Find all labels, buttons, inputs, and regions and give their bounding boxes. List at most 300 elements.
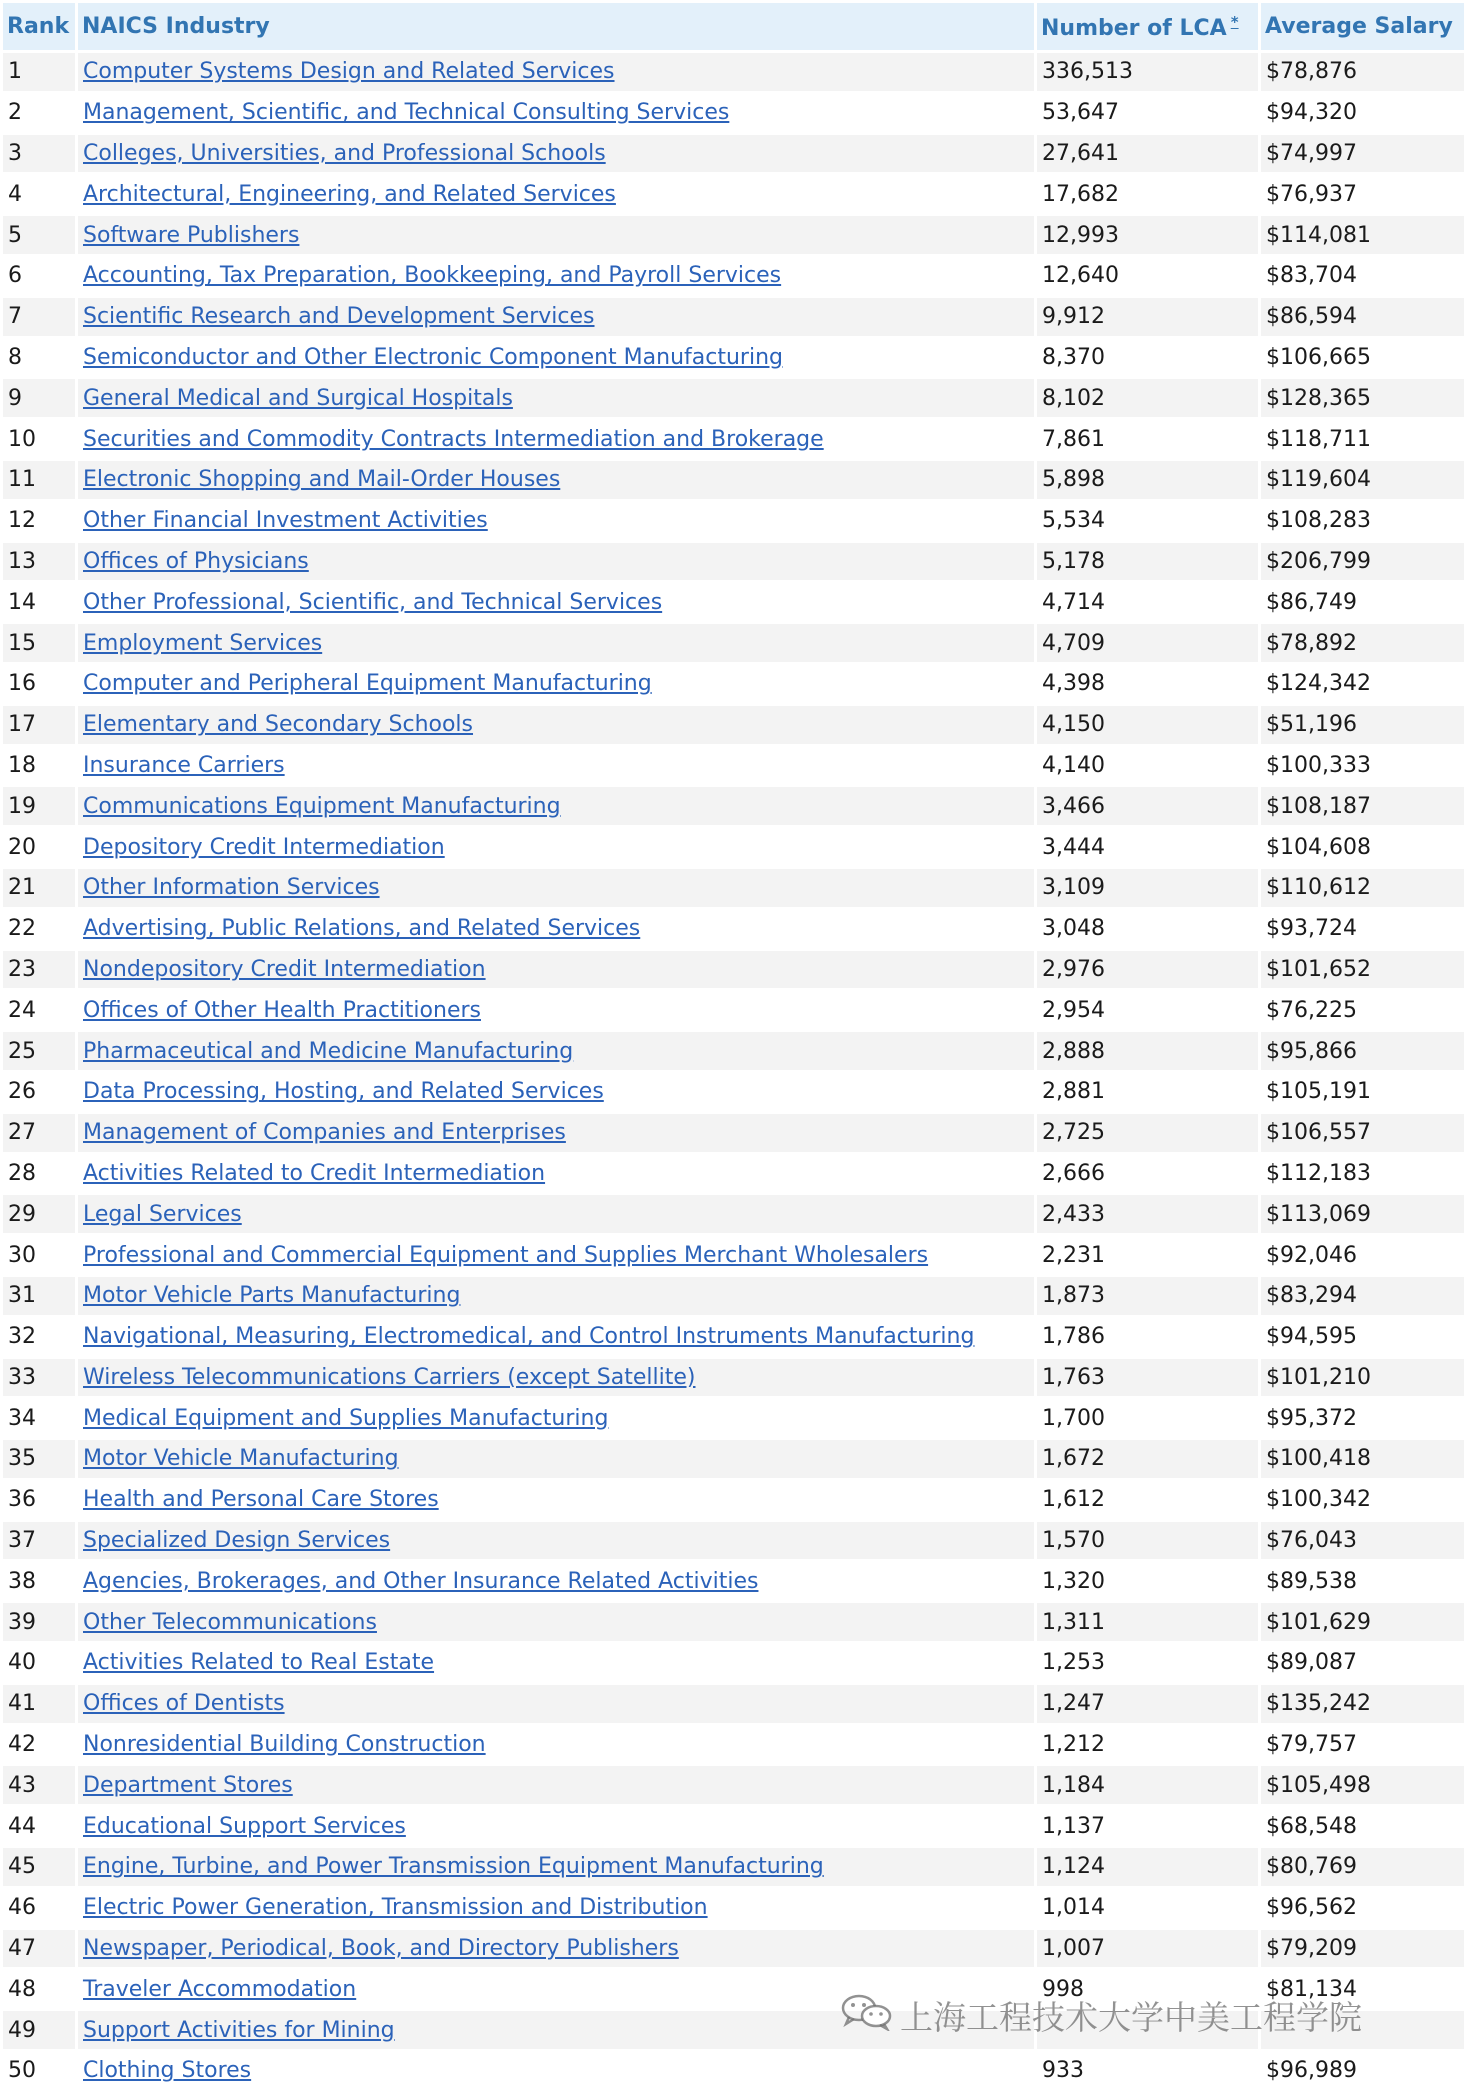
industry-cell	[78, 1399, 1034, 1437]
industry-link[interactable]: Legal Services	[83, 1201, 242, 1227]
rank-cell: 15	[3, 624, 75, 662]
rank-cell: 29	[3, 1195, 75, 1233]
rank-cell: 22	[8, 916, 36, 942]
salary-cell: $110,612	[1261, 869, 1464, 907]
industry-link[interactable]: Computer and Peripheral Equipment Manufacturing	[83, 671, 652, 697]
rank-cell: 3	[3, 135, 75, 173]
industry-cell	[78, 1114, 1034, 1152]
salary-cell: $113,069	[1261, 1195, 1464, 1233]
industry-cell	[78, 2052, 1034, 2090]
table-row	[3, 1155, 1464, 1193]
industry-link[interactable]: Activities Related to Credit Intermediation	[83, 1160, 546, 1186]
table-row	[3, 2052, 1464, 2090]
salary-cell: $119,604	[1261, 461, 1464, 499]
table-row	[3, 135, 1464, 173]
rank-cell: 5	[3, 216, 75, 254]
industry-link[interactable]: Computer Systems Design and Related Services	[83, 59, 615, 85]
industry-cell	[78, 257, 1034, 295]
lca-count-cell: 1,014	[1042, 1895, 1105, 1921]
table-row	[3, 1562, 1464, 1600]
salary-cell: $128,365	[1261, 379, 1464, 417]
salary-cell: $101,210	[1261, 1359, 1464, 1397]
lca-count-cell: 3,466	[1037, 787, 1258, 825]
lca-count-cell: 3,109	[1037, 869, 1258, 907]
table-row	[3, 1644, 1464, 1682]
salary-cell: $51,196	[1261, 706, 1464, 744]
industry-link[interactable]: Management of Companies and Enterprises	[83, 1120, 566, 1146]
industry-cell	[78, 53, 1034, 91]
salary-cell: $89,538	[1266, 1568, 1357, 1594]
salary-cell: $86,749	[1266, 589, 1357, 615]
table-header-row	[3, 3, 1464, 50]
industry-link[interactable]: Specialized Design Services	[83, 1528, 391, 1554]
lca-count-cell: 2,976	[1037, 951, 1258, 989]
industry-link[interactable]: Newspaper, Periodical, Book, and Directory Publishers	[83, 1936, 679, 1962]
industry-cell	[78, 1481, 1034, 1519]
rank-cell: 14	[8, 589, 36, 615]
industry-link[interactable]: Offices of Physicians	[83, 548, 309, 574]
table-row	[3, 1236, 1464, 1274]
lca-count-cell: 933	[1042, 2058, 1084, 2084]
salary-cell: $80,769	[1261, 1848, 1464, 1886]
lca-count-cell: 998	[1042, 1976, 1084, 2002]
table-row	[3, 624, 1464, 662]
table-row	[3, 1522, 1464, 1560]
rank-cell: 48	[8, 1976, 36, 2002]
table-row	[3, 1440, 1464, 1478]
table-row	[3, 257, 1464, 295]
industry-cell	[78, 624, 1034, 662]
industry-link[interactable]: Department Stores	[83, 1772, 293, 1798]
lca-count-cell: 7,861	[1042, 426, 1105, 452]
industry-link[interactable]: Employment Services	[83, 630, 323, 656]
industry-link[interactable]: Pharmaceutical and Medicine Manufacturing	[83, 1038, 574, 1064]
industry-link[interactable]: Architectural, Engineering, and Related Services	[83, 181, 616, 207]
lca-count-cell: 2,666	[1042, 1160, 1105, 1186]
salary-cell: $108,187	[1261, 787, 1464, 825]
industry-link[interactable]: Software Publishers	[83, 222, 300, 248]
industry-cell	[78, 665, 1034, 703]
lca-count-cell: 1,184	[1037, 1766, 1258, 1804]
rank-cell: 36	[8, 1487, 36, 1513]
salary-cell: $105,498	[1261, 1766, 1464, 1804]
salary-cell: $83,704	[1266, 263, 1357, 289]
industry-link[interactable]: Other Professional, Scientific, and Technical Services	[83, 589, 663, 615]
industry-cell	[78, 1155, 1034, 1193]
table-row	[3, 1359, 1464, 1397]
lca-count-cell: 1,612	[1042, 1487, 1105, 1513]
industry-link[interactable]: Nonresidential Building Construction	[83, 1732, 486, 1758]
lca-count-cell: 12,993	[1037, 216, 1258, 254]
table-row	[3, 1032, 1464, 1070]
table-row	[3, 339, 1464, 377]
rank-cell: 18	[8, 752, 36, 778]
rank-cell: 28	[8, 1160, 36, 1186]
rank-cell: 44	[8, 1813, 36, 1839]
industry-link[interactable]: Offices of Other Health Practitioners	[83, 997, 481, 1023]
table-row	[3, 175, 1464, 213]
rank-cell: 17	[3, 706, 75, 744]
industry-link[interactable]: Support Activities for Mining	[83, 2017, 395, 2043]
industry-cell	[78, 951, 1034, 989]
wechat-icon	[840, 1993, 894, 2039]
lca-count-cell: 336,513	[1037, 53, 1258, 91]
lca-count-cell: 4,714	[1042, 589, 1105, 615]
salary-cell: $104,608	[1266, 834, 1371, 860]
industry-link[interactable]: Securities and Commodity Contracts Intermediation and Brokerage	[83, 426, 824, 452]
industry-link[interactable]: Activities Related to Real Estate	[83, 1650, 435, 1676]
lca-count-cell: 2,954	[1042, 997, 1105, 1023]
lca-count-cell: 53,647	[1042, 100, 1119, 126]
salary-cell: $76,225	[1266, 997, 1357, 1023]
rank-cell: 20	[8, 834, 36, 860]
industry-cell	[78, 1236, 1034, 1274]
industry-link[interactable]: Advertising, Public Relations, and Related Services	[83, 916, 641, 942]
rank-cell: 11	[3, 461, 75, 499]
table-row	[3, 1848, 1464, 1886]
rank-cell: 16	[8, 671, 36, 697]
lca-count-cell: 1,007	[1037, 1930, 1258, 1968]
lca-count-cell: 1,253	[1042, 1650, 1105, 1676]
industry-cell	[78, 461, 1034, 499]
lca-count-cell: 2,231	[1042, 1242, 1105, 1268]
table-row	[3, 869, 1464, 907]
table-row	[3, 1685, 1464, 1723]
salary-cell: $206,799	[1261, 543, 1464, 581]
rank-cell: 41	[3, 1685, 75, 1723]
industry-link[interactable]: Nondepository Credit Intermediation	[83, 956, 486, 982]
salary-cell: $124,342	[1266, 671, 1371, 697]
salary-cell: $114,081	[1261, 216, 1464, 254]
industry-cell	[78, 1848, 1034, 1886]
rank-cell: 46	[8, 1895, 36, 1921]
salary-cell: $101,652	[1261, 951, 1464, 989]
table-row	[3, 828, 1464, 866]
rank-cell: 45	[3, 1848, 75, 1886]
table-row	[3, 665, 1464, 703]
lca-count-cell: 2,881	[1042, 1079, 1105, 1105]
lca-count-cell: 1,311	[1037, 1603, 1258, 1641]
table-row	[3, 1930, 1464, 1968]
salary-cell: $86,594	[1261, 298, 1464, 336]
lca-count-cell: 2,725	[1037, 1114, 1258, 1152]
lca-count-cell: 27,641	[1037, 135, 1258, 173]
industry-link[interactable]: Other Telecommunications	[83, 1609, 377, 1635]
lca-count-cell: 1,212	[1042, 1732, 1105, 1758]
watermark	[840, 1992, 1362, 2039]
rank-cell: 37	[3, 1522, 75, 1560]
lca-header-label: Number of LCA	[1041, 15, 1227, 41]
industry-link[interactable]: Offices of Dentists	[83, 1691, 285, 1717]
lca-count-cell: 1,124	[1037, 1848, 1258, 1886]
industry-link[interactable]: Depository Credit Intermediation	[83, 834, 445, 860]
industry-cell	[78, 991, 1034, 1029]
rank-cell: 35	[3, 1440, 75, 1478]
table-row	[3, 910, 1464, 948]
salary-cell: $106,665	[1266, 344, 1371, 370]
lca-count-cell: 1,672	[1037, 1440, 1258, 1478]
salary-cell: $74,997	[1261, 135, 1464, 173]
salary-cell: $135,242	[1261, 1685, 1464, 1723]
salary-cell: $78,892	[1261, 624, 1464, 662]
lca-count-cell: 1,570	[1037, 1522, 1258, 1560]
salary-cell: $94,320	[1266, 100, 1357, 126]
industry-link[interactable]: Electric Power Generation, Transmission and Distribution	[83, 1895, 708, 1921]
table-row	[3, 1195, 1464, 1233]
industry-link[interactable]: Medical Equipment and Supplies Manufacturing	[83, 1405, 609, 1431]
rank-cell: 23	[3, 951, 75, 989]
industry-cell	[78, 828, 1034, 866]
industry-cell	[78, 175, 1034, 213]
salary-cell: $79,757	[1266, 1732, 1357, 1758]
rank-cell: 47	[3, 1930, 75, 1968]
rank-cell: 43	[3, 1766, 75, 1804]
rank-cell: 42	[8, 1732, 36, 1758]
table-row	[3, 543, 1464, 581]
industry-cell	[78, 869, 1034, 907]
table-row	[3, 298, 1464, 336]
salary-cell: $106,557	[1261, 1114, 1464, 1152]
salary-cell: $112,183	[1266, 1160, 1371, 1186]
industry-cell	[78, 135, 1034, 173]
rank-cell: 12	[8, 508, 36, 534]
industry-link[interactable]: Communications Equipment Manufacturing	[83, 793, 561, 819]
salary-cell: $101,629	[1261, 1603, 1464, 1641]
lca-count-cell: 9,912	[1037, 298, 1258, 336]
lca-count-cell: 4,150	[1037, 706, 1258, 744]
industry-link[interactable]: Semiconductor and Other Electronic Component Manufacturing	[83, 344, 783, 370]
lca-count-cell: 2,433	[1037, 1195, 1258, 1233]
industry-cell	[78, 583, 1034, 621]
table-row	[3, 1603, 1464, 1641]
salary-cell: $78,876	[1261, 53, 1464, 91]
industry-link[interactable]: Motor Vehicle Manufacturing	[83, 1446, 399, 1472]
lca-count-cell: 1,137	[1042, 1813, 1105, 1839]
rank-cell: 1	[3, 53, 75, 91]
salary-cell: $96,989	[1266, 2058, 1357, 2084]
industry-link[interactable]: Colleges, Universities, and Professional Schools	[83, 140, 606, 166]
table-row	[3, 747, 1464, 785]
rank-cell: 2	[8, 100, 22, 126]
industry-link[interactable]: Electronic Shopping and Mail-Order Houses	[83, 467, 561, 493]
salary-cell: $93,724	[1266, 916, 1357, 942]
industry-cell	[78, 910, 1034, 948]
salary-cell: $76,937	[1266, 181, 1357, 207]
rank-cell: 27	[3, 1114, 75, 1152]
industry-link[interactable]: Motor Vehicle Parts Manufacturing	[83, 1283, 461, 1309]
rank-cell: 31	[3, 1277, 75, 1315]
table-row	[3, 94, 1464, 132]
industry-cell	[78, 1930, 1034, 1968]
industry-cell	[78, 1766, 1034, 1804]
industry-cell	[78, 787, 1034, 825]
industry-cell	[78, 1685, 1034, 1723]
salary-cell: $108,283	[1266, 508, 1371, 534]
industry-link[interactable]: Navigational, Measuring, Electromedical, and Control Instruments Manufacturing	[83, 1324, 975, 1350]
salary-cell: $118,711	[1266, 426, 1371, 452]
industry-cell	[78, 339, 1034, 377]
industry-cell	[78, 502, 1034, 540]
table-row	[3, 1399, 1464, 1437]
industry-link[interactable]: Health and Personal Care Stores	[83, 1487, 439, 1513]
lca-count-cell: 1,320	[1042, 1568, 1105, 1594]
industry-cell	[78, 1318, 1034, 1356]
industry-link[interactable]: Other Financial Investment Activities	[83, 508, 488, 534]
table-row	[3, 583, 1464, 621]
table-row	[3, 53, 1464, 91]
rank-cell: 8	[8, 344, 22, 370]
lca-count-cell: 3,048	[1042, 916, 1105, 942]
industry-cell	[78, 216, 1034, 254]
salary-cell: $100,418	[1261, 1440, 1464, 1478]
industry-link[interactable]: Professional and Commercial Equipment and Supplies Merchant Wholesalers	[83, 1242, 929, 1268]
salary-cell: $105,191	[1266, 1079, 1371, 1105]
industry-cell	[78, 747, 1034, 785]
table-row	[3, 1318, 1464, 1356]
industry-cell	[78, 1889, 1034, 1927]
industry-cell	[78, 1644, 1034, 1682]
salary-cell: $92,046	[1266, 1242, 1357, 1268]
lca-count-cell: 1,700	[1042, 1405, 1105, 1431]
industry-link[interactable]: Other Information Services	[83, 875, 380, 901]
industry-cell	[78, 1195, 1034, 1233]
rank-cell: 4	[8, 181, 22, 207]
salary-cell: $100,333	[1266, 752, 1371, 778]
table-row	[3, 1807, 1464, 1845]
industry-cell	[78, 1277, 1034, 1315]
industry-cell	[78, 1073, 1034, 1111]
rank-cell: 40	[8, 1650, 36, 1676]
industry-cell	[78, 1032, 1034, 1070]
table-row	[3, 1766, 1464, 1804]
industry-link[interactable]: Engine, Turbine, and Power Transmission Equipment Manufacturing	[83, 1854, 824, 1880]
lca-count-cell: 3,444	[1042, 834, 1105, 860]
rank-cell: 7	[3, 298, 75, 336]
rank-cell: 30	[8, 1242, 36, 1268]
rank-cell: 10	[8, 426, 36, 452]
rank-cell: 38	[8, 1568, 36, 1594]
lca-count-cell: 8,102	[1037, 379, 1258, 417]
industry-link[interactable]: Elementary and Secondary Schools	[83, 712, 474, 738]
industry-link[interactable]: Scientific Research and Development Services	[83, 304, 595, 330]
industry-cell	[78, 706, 1034, 744]
rank-cell: 39	[3, 1603, 75, 1641]
rank-cell: 49	[3, 2011, 75, 2049]
rank-cell: 32	[8, 1324, 36, 1350]
industry-cell	[78, 420, 1034, 458]
table-row	[3, 461, 1464, 499]
industry-cell	[78, 543, 1034, 581]
rank-cell: 13	[3, 543, 75, 581]
table-row	[3, 706, 1464, 744]
industry-link[interactable]: Agencies, Brokerages, and Other Insurance Related Activities	[83, 1568, 759, 1594]
lca-count-cell: 2,888	[1037, 1032, 1258, 1070]
salary-cell: $95,866	[1261, 1032, 1464, 1070]
industry-cell	[78, 1562, 1034, 1600]
lca-count-cell: 5,178	[1037, 543, 1258, 581]
table-row	[3, 1073, 1464, 1111]
rank-cell: 34	[8, 1405, 36, 1431]
industry-cell	[78, 94, 1034, 132]
industry-link[interactable]: Wireless Telecommunications Carriers (except Satellite)	[83, 1364, 696, 1390]
sort-indicator-icon[interactable]: *	[1230, 12, 1239, 31]
lca-count-cell: 4,140	[1042, 752, 1105, 778]
lca-header[interactable]	[1037, 3, 1258, 50]
salary-cell: $100,342	[1266, 1487, 1371, 1513]
salary-cell: $94,595	[1266, 1324, 1357, 1350]
salary-cell: $89,087	[1266, 1650, 1357, 1676]
industry-link[interactable]: Traveler Accommodation	[83, 1976, 357, 2002]
table-row	[3, 216, 1464, 254]
table-row	[3, 1481, 1464, 1519]
rank-cell: 26	[8, 1079, 36, 1105]
table-row	[3, 1889, 1464, 1927]
rank-cell: 25	[3, 1032, 75, 1070]
table-row	[3, 420, 1464, 458]
salary-cell: $96,562	[1266, 1895, 1357, 1921]
industry-cell	[78, 1359, 1034, 1397]
lca-count-cell: 1,763	[1037, 1359, 1258, 1397]
rank-cell: 6	[8, 263, 22, 289]
lca-count-cell: 12,640	[1042, 263, 1119, 289]
salary-cell: $76,043	[1261, 1522, 1464, 1560]
industry-cell	[78, 1522, 1034, 1560]
industry-link[interactable]: Data Processing, Hosting, and Related Services	[83, 1079, 604, 1105]
rank-cell: 50	[8, 2058, 36, 2084]
table-row	[3, 1726, 1464, 1764]
salary-cell: $79,209	[1261, 1930, 1464, 1968]
industry-cell	[78, 1603, 1034, 1641]
industry-cell	[78, 1440, 1034, 1478]
table-row	[3, 379, 1464, 417]
industry-link[interactable]: Accounting, Tax Preparation, Bookkeeping, and Payroll Services	[83, 263, 782, 289]
lca-count-cell: 17,682	[1042, 181, 1119, 207]
rank-cell: 33	[3, 1359, 75, 1397]
table-row	[3, 1114, 1464, 1152]
lca-count-cell: 5,534	[1042, 508, 1105, 534]
lca-count-cell: 1,786	[1042, 1324, 1105, 1350]
industry-cell	[78, 1726, 1034, 1764]
rank-cell: 21	[3, 869, 75, 907]
lca-count-cell: 4,398	[1042, 671, 1105, 697]
lca-count-cell: 4,709	[1037, 624, 1258, 662]
salary-cell: $68,548	[1266, 1813, 1357, 1839]
industry-link[interactable]: Educational Support Services	[83, 1813, 406, 1839]
industry-cell	[78, 298, 1034, 336]
table-row	[3, 1277, 1464, 1315]
lca-count-cell: 8,370	[1042, 344, 1105, 370]
rank-header[interactable]: Rank	[3, 3, 75, 50]
industry-link[interactable]: Clothing Stores	[83, 2058, 252, 2084]
watermark-text: 上海工程技术大学中美工程学院	[900, 1998, 1362, 2037]
table-row	[3, 787, 1464, 825]
rank-cell: 19	[3, 787, 75, 825]
industry-link[interactable]: Insurance Carriers	[83, 752, 285, 778]
table-row	[3, 991, 1464, 1029]
lca-count-cell: 1,247	[1037, 1685, 1258, 1723]
lca-count-cell: 1,873	[1037, 1277, 1258, 1315]
table-row	[3, 502, 1464, 540]
salary-header[interactable]: Average Salary	[1261, 3, 1464, 50]
lca-count-cell: 5,898	[1037, 461, 1258, 499]
industry-header[interactable]: NAICS Industry	[78, 3, 1034, 50]
salary-cell: $95,372	[1266, 1405, 1357, 1431]
rank-cell: 24	[8, 997, 36, 1023]
salary-cell: $81,134	[1266, 1976, 1357, 2002]
industry-link[interactable]: General Medical and Surgical Hospitals	[83, 385, 513, 411]
industry-link[interactable]: Management, Scientific, and Technical Consulting Services	[83, 100, 730, 126]
table-row	[3, 951, 1464, 989]
